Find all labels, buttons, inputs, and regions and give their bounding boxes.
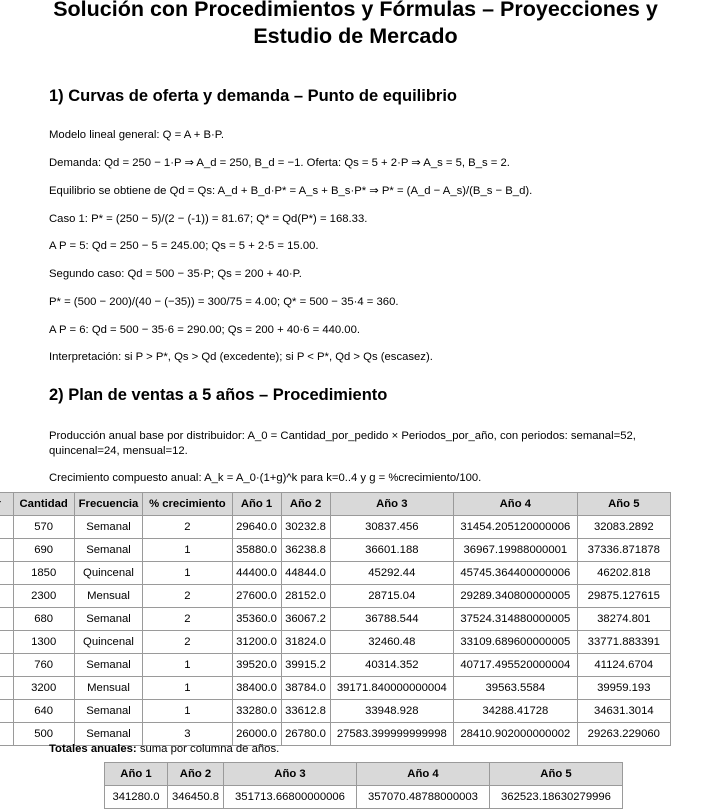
table-cell: Semanal bbox=[74, 608, 142, 631]
section-1-heading: 1) Curvas de oferta y demanda – Punto de equilibrio bbox=[49, 87, 458, 105]
table-cell: 35880.0 bbox=[232, 539, 281, 562]
table-row bbox=[0, 516, 671, 539]
table-cell: 39915.2 bbox=[281, 654, 330, 677]
table-cell: 37524.314880000005 bbox=[454, 608, 578, 631]
table-row bbox=[0, 608, 671, 631]
document-title bbox=[0, 0, 711, 50]
table-cell: 1 bbox=[143, 654, 232, 677]
table-cell: 2 bbox=[143, 631, 232, 654]
table-cell: Semanal bbox=[74, 516, 142, 539]
table-cell: 351713.66800000006 bbox=[224, 786, 357, 809]
table-cell: 1 bbox=[143, 539, 232, 562]
table-cell: 40717.495520000004 bbox=[454, 654, 578, 677]
table-cell: 38784.0 bbox=[281, 677, 330, 700]
table-cell: 27600.0 bbox=[232, 585, 281, 608]
table-cell: 29289.340800000005 bbox=[454, 585, 578, 608]
paragraph: Crecimiento compuesto anual: A_k = A_0·(1+g)^k para k=0..4 y g = %crecimiento/100. bbox=[49, 472, 482, 484]
table-cell: 33109.689600000005 bbox=[454, 631, 578, 654]
table-cell: 33280.0 bbox=[232, 700, 281, 723]
table-cell: 2 bbox=[143, 585, 232, 608]
table-cell: 36788.544 bbox=[330, 608, 454, 631]
table-cell: 3200 bbox=[13, 677, 74, 700]
totals-note: suma por columna de años. bbox=[139, 743, 280, 755]
paragraph: Producción anual base por distribuidor: A_0 = Cantidad_por_pedido × Periodos_por_año, con periodos: semanal=52, quincenal=24, mensual=12. bbox=[49, 430, 636, 457]
table-cell: 500 bbox=[13, 723, 74, 746]
paragraph: Demanda: Qd = 250 − 1·P ⇒ A_d = 250, B_d = −1. Oferta: Qs = 5 + 2·P ⇒ A_s = 5, B_s = 2. bbox=[49, 157, 510, 169]
table-cell: 33771.883391 bbox=[577, 631, 670, 654]
table-cell: 640 bbox=[13, 700, 74, 723]
table-cell: 39171.840000000004 bbox=[330, 677, 454, 700]
table-cell bbox=[0, 585, 13, 608]
table-cell: 34631.3014 bbox=[577, 700, 670, 723]
column-header: Año 2 bbox=[281, 493, 330, 516]
paragraph: A P = 6: Qd = 500 − 35·6 = 290.00; Qs = 200 + 40·6 = 440.00. bbox=[49, 324, 361, 336]
section-2-heading: 2) Plan de ventas a 5 años – Procedimiento bbox=[49, 386, 388, 404]
table-cell: Quincenal bbox=[74, 562, 142, 585]
paragraph: A P = 5: Qd = 250 − 5 = 245.00; Qs = 5 + 2·5 = 15.00. bbox=[49, 240, 319, 252]
column-header: Frecuencia bbox=[74, 493, 142, 516]
table-cell: 29875.127615 bbox=[577, 585, 670, 608]
column-header: Año 4 bbox=[357, 763, 490, 786]
table-cell: 33612.8 bbox=[281, 700, 330, 723]
table-row bbox=[0, 700, 671, 723]
table-cell: 31200.0 bbox=[232, 631, 281, 654]
table-cell: 1300 bbox=[13, 631, 74, 654]
table-cell: Mensual bbox=[74, 585, 142, 608]
table-row bbox=[0, 631, 671, 654]
table-cell: 44400.0 bbox=[232, 562, 281, 585]
table-cell bbox=[0, 631, 13, 654]
table-cell: 28715.04 bbox=[330, 585, 454, 608]
table-row bbox=[0, 562, 671, 585]
table-cell: 362523.18630279996 bbox=[490, 786, 623, 809]
table-row bbox=[0, 654, 671, 677]
table-cell: 30837.456 bbox=[330, 516, 454, 539]
table-cell: 36238.8 bbox=[281, 539, 330, 562]
paragraph: Equilibrio se obtiene de Qd = Qs: A_d + B_d·P* = A_s + B_s·P* ⇒ P* = (A_d − A_s)/(B_s − B_d). bbox=[49, 185, 533, 197]
column-header: Año 3 bbox=[330, 493, 454, 516]
table-header-row bbox=[105, 763, 623, 786]
table-cell: 34288.41728 bbox=[454, 700, 578, 723]
table-cell: 37336.871878 bbox=[577, 539, 670, 562]
table-cell: 27583.399999999998 bbox=[330, 723, 454, 746]
column-header: Año 1 bbox=[105, 763, 168, 786]
table-cell: 32460.48 bbox=[330, 631, 454, 654]
table-cell bbox=[0, 539, 13, 562]
table-cell: Semanal bbox=[74, 539, 142, 562]
table-row bbox=[0, 585, 671, 608]
column-header bbox=[0, 493, 13, 516]
column-header: Año 2 bbox=[168, 763, 224, 786]
table-cell: Semanal bbox=[74, 654, 142, 677]
table-cell: 2300 bbox=[13, 585, 74, 608]
paragraph: Interpretación: si P > P*, Qs > Qd (excedente); si P < P*, Qd > Qs (escasez). bbox=[49, 351, 433, 363]
paragraph: Caso 1: P* = (250 − 5)/(2 − (-1)) = 81.67; Q* = Qd(P*) = 168.33. bbox=[49, 213, 368, 225]
table-cell: 39563.5584 bbox=[454, 677, 578, 700]
table-cell: Semanal bbox=[74, 723, 142, 746]
table-cell: 1 bbox=[143, 562, 232, 585]
table-cell bbox=[0, 608, 13, 631]
table-cell: 1 bbox=[143, 700, 232, 723]
column-header: Año 3 bbox=[224, 763, 357, 786]
annual-totals-table bbox=[104, 762, 623, 809]
table-cell: 32083.2892 bbox=[577, 516, 670, 539]
table-cell: 36967.19988000001 bbox=[454, 539, 578, 562]
table-cell: 31454.205120000006 bbox=[454, 516, 578, 539]
table-cell: 36601.188 bbox=[330, 539, 454, 562]
table-cell: 2 bbox=[143, 608, 232, 631]
table-cell: 28410.902000000002 bbox=[454, 723, 578, 746]
column-header: Año 5 bbox=[490, 763, 623, 786]
table-cell: 36067.2 bbox=[281, 608, 330, 631]
paragraph: Segundo caso: Qd = 500 − 35·P; Qs = 200 + 40·P. bbox=[49, 268, 302, 280]
table-row bbox=[0, 677, 671, 700]
table-cell bbox=[0, 723, 13, 746]
column-header: Año 5 bbox=[577, 493, 670, 516]
paragraph: P* = (500 − 200)/(40 − (−35)) = 300/75 = 4.00; Q* = 500 − 35·4 = 360. bbox=[49, 296, 399, 308]
table-cell: 40314.352 bbox=[330, 654, 454, 677]
table-cell bbox=[0, 677, 13, 700]
table-cell: 1 bbox=[143, 677, 232, 700]
table-cell: 46202.818 bbox=[577, 562, 670, 585]
table-cell: 29640.0 bbox=[232, 516, 281, 539]
table-cell: 29263.229060 bbox=[577, 723, 670, 746]
table-cell: 44844.0 bbox=[281, 562, 330, 585]
table-cell: 570 bbox=[13, 516, 74, 539]
table-cell bbox=[0, 562, 13, 585]
totals-caption bbox=[49, 742, 279, 757]
table-row bbox=[105, 786, 623, 809]
column-header: Cantidad bbox=[13, 493, 74, 516]
table-cell: 690 bbox=[13, 539, 74, 562]
table-cell: 28152.0 bbox=[281, 585, 330, 608]
table-cell: 30232.8 bbox=[281, 516, 330, 539]
table-cell bbox=[0, 654, 13, 677]
table-cell: 760 bbox=[13, 654, 74, 677]
table-cell: 680 bbox=[13, 608, 74, 631]
table-cell: 33948.928 bbox=[330, 700, 454, 723]
table-cell: 39520.0 bbox=[232, 654, 281, 677]
table-cell: 3 bbox=[143, 723, 232, 746]
table-cell: 41124.6704 bbox=[577, 654, 670, 677]
table-cell: Quincenal bbox=[74, 631, 142, 654]
table-cell: 26780.0 bbox=[281, 723, 330, 746]
table-cell: Semanal bbox=[74, 700, 142, 723]
table-cell bbox=[0, 516, 13, 539]
paragraph: Modelo lineal general: Q = A + B·P. bbox=[49, 129, 225, 141]
table-cell: 39959.193 bbox=[577, 677, 670, 700]
column-header: Año 4 bbox=[454, 493, 578, 516]
column-header: Año 1 bbox=[232, 493, 281, 516]
table-cell: Mensual bbox=[74, 677, 142, 700]
table-cell: 357070.48788000003 bbox=[357, 786, 490, 809]
table-row bbox=[0, 539, 671, 562]
table-cell: 341280.0 bbox=[105, 786, 168, 809]
sales-plan-table bbox=[0, 492, 671, 746]
table-cell bbox=[0, 700, 13, 723]
table-cell: 35360.0 bbox=[232, 608, 281, 631]
table-cell: 45292.44 bbox=[330, 562, 454, 585]
table-cell: 1850 bbox=[13, 562, 74, 585]
table-cell: 38400.0 bbox=[232, 677, 281, 700]
totals-label: Totales anuales: bbox=[49, 743, 137, 755]
table-cell: 45745.364400000006 bbox=[454, 562, 578, 585]
title-line-1: Solución con Procedimientos y Fórmulas – Proyecciones y bbox=[53, 0, 658, 21]
column-header: % crecimiento bbox=[143, 493, 232, 516]
table-header-row bbox=[0, 493, 671, 516]
table-cell: 346450.8 bbox=[168, 786, 224, 809]
table-cell: 26000.0 bbox=[232, 723, 281, 746]
table-cell: 2 bbox=[143, 516, 232, 539]
title-line-2: Estudio de Mercado bbox=[253, 24, 458, 48]
table-cell: 31824.0 bbox=[281, 631, 330, 654]
table-cell: 38274.801 bbox=[577, 608, 670, 631]
